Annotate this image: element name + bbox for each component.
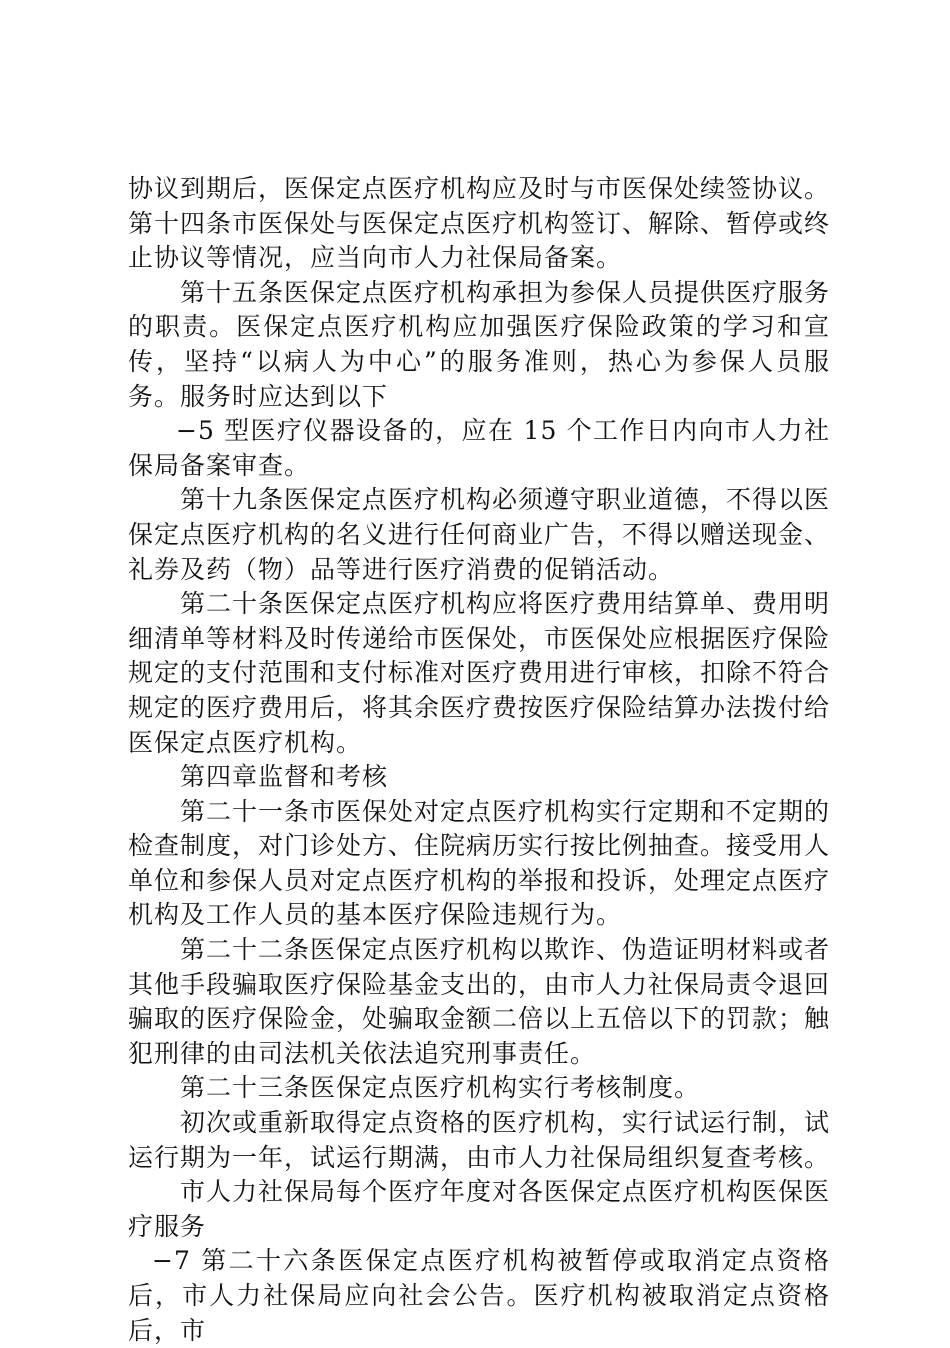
paragraph-11: 初次或重新取得定点资格的医疗机构，实行试运行制，试运行期为一年，试运行期满，由市人力社保局组织复查考核。 bbox=[128, 1108, 831, 1172]
paragraph-6: 第二十条医保定点医疗机构应将医疗费用结算单、费用明细清单等材料及时传递给市医保处，市医保处应根据医疗保险规定的支付范围和支付标准对医疗费用进行审核，扣除不符合规定的医疗费用后，将其余医疗费按医疗保险结算办法拨付给医保定点医疗机构。 bbox=[128, 589, 831, 757]
paragraph-8: 第二十一条市医保处对定点医疗机构实行定期和不定期的检查制度，对门诊处方、住院病历实行按比例抽查。接受用人单位和参保人员对定点医疗机构的举报和投诉，处理定点医疗机构及工作人员的基本医疗保险违规行为。 bbox=[128, 796, 831, 930]
paragraph-5: 第十九条医保定点医疗机构必须遵守职业道德，不得以医保定点医疗机构的名义进行任何商业广告，不得以赠送现金、礼券及药（物）品等进行医疗消费的促销活动。 bbox=[128, 485, 831, 584]
paragraph-12: 市人力社保局每个医疗年度对各医保定点医疗机构医保医疗服务 bbox=[128, 1177, 831, 1241]
paragraph-3: 第十五条医保定点医疗机构承担为参保人员提供医疗服务的职责。医保定点医疗机构应加强医疗保险政策的学习和宣传，坚持“以病人为中心”的服务准则，热心为参保人员服务。服务时应达到以下 bbox=[128, 277, 831, 411]
paragraph-13: −7 第二十六条医保定点医疗机构被暂停或取消定点资格后，市人力社保局应向社会公告。医疗机构被取消定点资格后，市 bbox=[128, 1246, 830, 1345]
paragraph-10: 第二十三条医保定点医疗机构实行考核制度。 bbox=[180, 1073, 701, 1103]
paragraph-1: 协议到期后，医保定点医疗机构应及时与市医保处续签协议。 bbox=[128, 174, 831, 203]
document-body bbox=[128, 172, 830, 1348]
paragraph-4: −5 型医疗仪器设备的，应在 15 个工作日内向市人力社保局备案审查。 bbox=[128, 416, 830, 480]
chapter-heading: 第四章监督和考核 bbox=[180, 762, 389, 792]
paragraph-9: 第二十二条医保定点医疗机构以欺诈、伪造证明材料或者其他手段骗取医疗保险基金支出的，由市人力社保局责令退回骗取的医疗保险金，处骗取金额二倍以上五倍以下的罚款；触犯刑律的由司法机关依法追究刑事责任。 bbox=[128, 935, 831, 1068]
paragraph-2: 第十四条市医保处与医保定点医疗机构签订、解除、暂停或终止协议等情况，应当向市人力社保局备案。 bbox=[128, 208, 831, 273]
